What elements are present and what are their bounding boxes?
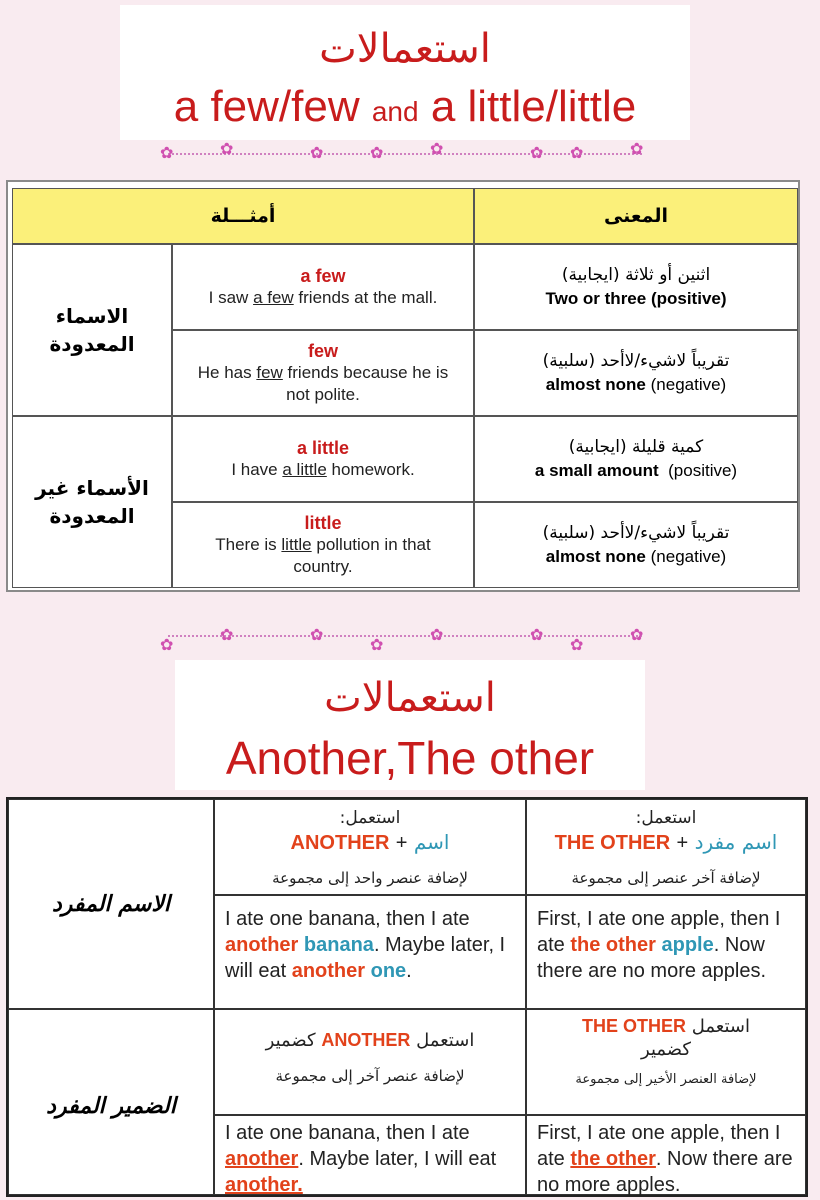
- flower-icon: ✿: [160, 635, 174, 654]
- flower-divider-top: [160, 139, 650, 165]
- header-meaning: المعنى: [474, 188, 798, 244]
- flower-icon: ✿: [430, 139, 444, 158]
- label-singular-pronoun: الضمير المفرد: [8, 1009, 214, 1195]
- section1-title-en: a few/few and a little/little: [173, 82, 637, 131]
- flower-icon: ✿: [570, 635, 584, 654]
- meaning-cell: اثنين أو ثلاثة (ايجابية) Two or three (positive): [474, 244, 798, 330]
- example-cell: a little I have a little homework.: [172, 416, 474, 502]
- flower-icon: ✿: [310, 625, 324, 644]
- example-another-pronoun: I ate one banana, then I ate another. Maybe later, I will eat another.: [214, 1115, 526, 1195]
- flower-icon: ✿: [630, 139, 644, 158]
- flower-icon: ✿: [430, 625, 444, 644]
- meaning-cell: كمية قليلة (ايجابية) a small amount (positive): [474, 416, 798, 502]
- section1-title-ar: استعمالات: [319, 26, 491, 72]
- example-another-noun: I ate one banana, then I ate another banana. Maybe later, I will eat another one.: [214, 895, 526, 1009]
- section2-title-en: Another,The other: [225, 732, 595, 784]
- example-the-other-pronoun: First, I ate one apple, then I ate the other. Now there are no more apples.: [526, 1115, 806, 1195]
- rule-another-noun: استعمل: اسم + ANOTHER لإضافة عنصر واحد إلى مجموعة: [214, 799, 526, 895]
- flower-icon: ✿: [310, 143, 324, 162]
- example-cell: few He has few friends because he is not polite.: [172, 330, 474, 416]
- flower-icon: ✿: [530, 625, 544, 644]
- section2-header: [175, 660, 645, 790]
- section1-header: [120, 5, 690, 140]
- label-uncountable: الأسماء غير المعدودة: [12, 416, 172, 588]
- label-singular-noun: الاسم المفرد: [8, 799, 214, 1009]
- flower-icon: ✿: [220, 625, 234, 644]
- flower-icon: ✿: [160, 143, 174, 162]
- header-examples: أمثـــلة: [12, 188, 474, 244]
- flower-icon: ✿: [370, 143, 384, 162]
- example-cell: little There is little pollution in that country.: [172, 502, 474, 588]
- flower-divider-middle: [160, 625, 650, 654]
- rule-the-other-noun: استعمل: اسم مفرد + THE OTHER لإضافة آخر عنصر إلى مجموعة: [526, 799, 806, 895]
- meaning-cell: تقريباً لاشيء/لاأحد (سلبية) almost none (negative): [474, 330, 798, 416]
- label-countable: الاسماء المعدودة: [12, 244, 172, 416]
- rule-another-pronoun: استعمل ANOTHER كضمير لإضافة عنصر آخر إلى مجموعة: [214, 1009, 526, 1115]
- another-the-other-table: [6, 797, 808, 1197]
- meaning-cell: تقريباً لاشيء/لاأحد (سلبية) almost none (negative): [474, 502, 798, 588]
- example-cell: a few I saw a few friends at the mall.: [172, 244, 474, 330]
- flower-icon: ✿: [220, 139, 234, 158]
- example-the-other-noun: First, I ate one apple, then I ate the other apple. Now there are no more apples.: [526, 895, 806, 1009]
- flower-icon: ✿: [370, 635, 384, 654]
- rule-the-other-pronoun: استعمل THE OTHER كضمير لإضافة العنصر الأخير إلى مجموعة: [526, 1009, 806, 1115]
- flower-icon: ✿: [530, 143, 544, 162]
- flower-icon: ✿: [630, 625, 644, 644]
- flower-icon: ✿: [570, 143, 584, 162]
- section2-title-ar: استعمالات: [324, 675, 496, 721]
- few-little-table: [6, 180, 800, 592]
